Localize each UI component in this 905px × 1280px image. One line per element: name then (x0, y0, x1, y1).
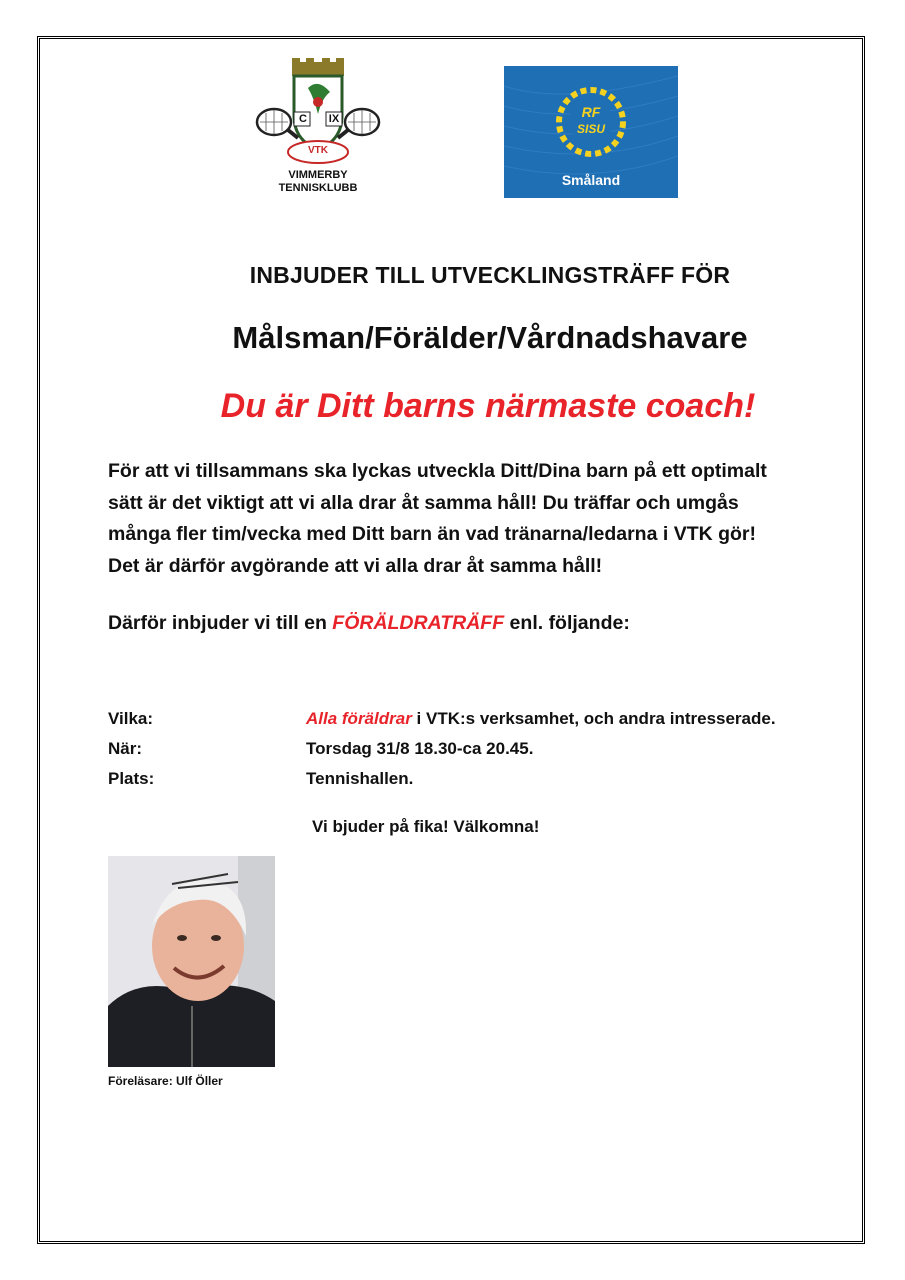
sisu-region-label: Småland (561, 172, 621, 188)
vtk-logo-line2: TENNISKLUBB (278, 182, 358, 194)
sisu-emblem-bottom: SISU (576, 122, 605, 136)
plats-label: Plats: (108, 769, 155, 788)
closing-text: Vi bjuder på fika! Välkomna! (312, 817, 540, 836)
vilka-emphasis: Alla föräldrar (306, 709, 412, 728)
intro-paragraph (108, 456, 848, 582)
vilka-rest: i VTK:s verksamhet, och andra intresserade. (411, 709, 776, 728)
intro-line: För att vi tillsammans ska lyckas utveckla Ditt/Dina barn på ett optimalt (108, 460, 767, 482)
intro-line: sätt är det viktigt att vi alla drar åt samma håll! Du träffar och umgås (108, 491, 739, 514)
vtk-logo (248, 58, 388, 198)
invite-line (108, 612, 630, 635)
nar-value: Torsdag 31/8 18.30-ca 20.45. (306, 739, 534, 758)
invite-prefix: Därför inbjuder vi till en (108, 612, 333, 634)
vtk-logo-line1: VIMMERBY (288, 169, 348, 181)
speaker-photo (108, 856, 275, 1067)
sisu-emblem-top: RF (581, 104, 601, 120)
intro-line: Det är därför avgörande att vi alla drar åt samma håll! (108, 554, 603, 577)
vilka-value (306, 709, 776, 729)
vtk-letters-left: C (299, 113, 307, 125)
plats-value: Tennishallen. (306, 769, 414, 788)
nar-label: När: (108, 739, 143, 758)
vilka-label: Vilka: (108, 709, 154, 728)
speaker-caption: Föreläsare: Ulf Öller (108, 1074, 223, 1088)
vtk-shield-text: VTK (308, 145, 328, 156)
tagline-heading: Du är Ditt barns närmaste coach! (220, 387, 756, 425)
vtk-letters-right: IX (328, 113, 340, 125)
audience-heading: Målsman/Förälder/Vårdnadshavare (232, 320, 748, 355)
invite-suffix: enl. följande: (504, 612, 630, 634)
rf-sisu-logo (504, 66, 678, 198)
invite-emphasis: FÖRÄLDRATRÄFF (332, 612, 505, 634)
intro-line: många fler tim/vecka med Ditt barn än vad tränarna/ledarna i VTK gör! (108, 523, 757, 545)
title-heading: INBJUDER TILL UTVECKLINGSTRÄFF FÖR (249, 262, 731, 288)
speaker-portrait-icon (108, 856, 275, 1067)
